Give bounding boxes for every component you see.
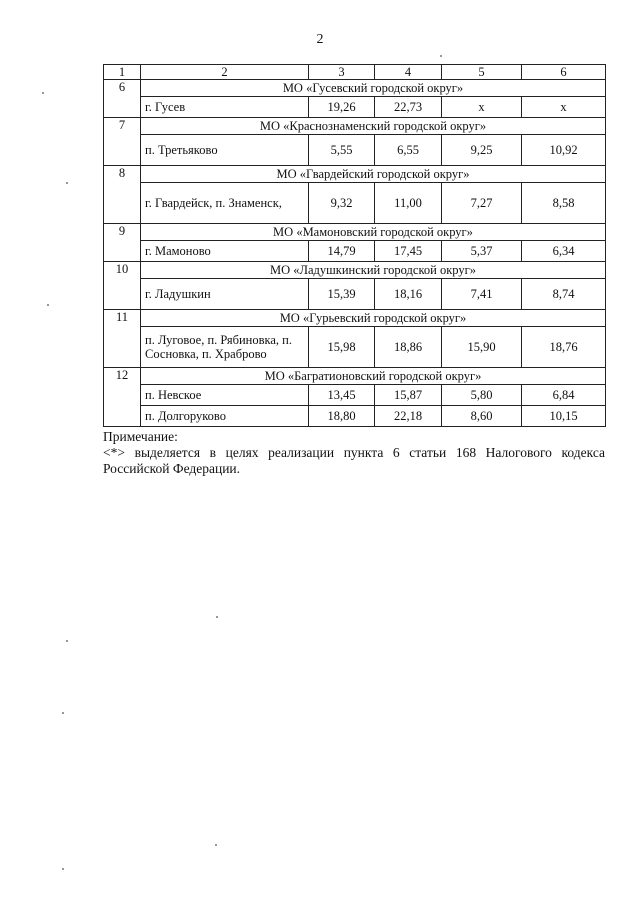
note-title: Примечание: (103, 429, 178, 444)
group-header-row (104, 118, 606, 135)
tariff-table (103, 64, 606, 427)
group-number: 6 (104, 80, 141, 118)
municipality-name: МО «Гурьевский городской округ» (141, 310, 606, 327)
value-cell: 18,16 (375, 279, 442, 310)
value-cell: 9,25 (442, 135, 522, 166)
header-row (104, 65, 606, 80)
value-cell: 8,74 (522, 279, 606, 310)
locality-cell: г. Мамоново (141, 241, 309, 262)
group-header-row (104, 262, 606, 279)
value-cell: 22,73 (375, 97, 442, 118)
group-number: 10 (104, 262, 141, 310)
value-cell: 8,60 (442, 406, 522, 427)
table-row (104, 279, 606, 310)
header-cell: 6 (522, 65, 606, 80)
value-cell: 6,34 (522, 241, 606, 262)
value-cell: 19,26 (309, 97, 375, 118)
value-cell: 15,98 (309, 327, 375, 368)
value-cell: 15,87 (375, 385, 442, 406)
value-cell: 10,15 (522, 406, 606, 427)
value-cell: 15,39 (309, 279, 375, 310)
locality-cell: п. Луговое, п. Рябиновка, п. Сосновка, п. Храброво (141, 327, 309, 368)
municipality-name: МО «Краснознаменский городской округ» (141, 118, 606, 135)
scan-speck (66, 640, 68, 642)
value-cell: 22,18 (375, 406, 442, 427)
locality-cell: п. Долгоруково (141, 406, 309, 427)
scan-speck (62, 868, 64, 870)
group-header-row (104, 368, 606, 385)
header-cell: 4 (375, 65, 442, 80)
scan-speck (62, 712, 64, 714)
municipality-name: МО «Багратионовский городской округ» (141, 368, 606, 385)
value-cell: 7,41 (442, 279, 522, 310)
scan-speck (66, 182, 68, 184)
value-cell: 5,80 (442, 385, 522, 406)
group-header-row (104, 224, 606, 241)
group-header-row (104, 166, 606, 183)
page-number: 2 (316, 32, 324, 47)
value-cell: 18,76 (522, 327, 606, 368)
value-cell: 5,55 (309, 135, 375, 166)
value-cell: 18,80 (309, 406, 375, 427)
group-number: 9 (104, 224, 141, 262)
value-cell: 11,00 (375, 183, 442, 224)
municipality-name: МО «Мамоновский городской округ» (141, 224, 606, 241)
value-cell: 5,37 (442, 241, 522, 262)
municipality-name: МО «Гусевский городской округ» (141, 80, 606, 97)
value-cell: х (522, 97, 606, 118)
value-cell: 17,45 (375, 241, 442, 262)
header-cell: 1 (104, 65, 141, 80)
locality-cell: г. Гвардейск, п. Знаменск, (141, 183, 309, 224)
value-cell: 6,55 (375, 135, 442, 166)
table-row (104, 135, 606, 166)
scan-speck (42, 92, 44, 94)
scan-speck (216, 616, 218, 618)
municipality-name: МО «Гвардейский городской округ» (141, 166, 606, 183)
value-cell: 13,45 (309, 385, 375, 406)
header-cell: 2 (141, 65, 309, 80)
group-number: 8 (104, 166, 141, 224)
table-row (104, 406, 606, 427)
note-text: <*> выделяется в целях реализации пункта 6 статьи 168 Налогового кодекса Российской Федерации. (103, 445, 605, 476)
value-cell: 9,32 (309, 183, 375, 224)
group-number: 11 (104, 310, 141, 368)
value-cell: 18,86 (375, 327, 442, 368)
group-header-row (104, 80, 606, 97)
header-cell: 5 (442, 65, 522, 80)
table-row (104, 183, 606, 224)
scan-speck (47, 304, 49, 306)
municipality-name: МО «Ладушкинский городской округ» (141, 262, 606, 279)
table-row (104, 241, 606, 262)
locality-cell: г. Гусев (141, 97, 309, 118)
value-cell: 10,92 (522, 135, 606, 166)
value-cell: 6,84 (522, 385, 606, 406)
locality-cell: г. Ладушкин (141, 279, 309, 310)
table-row (104, 385, 606, 406)
locality-cell: п. Третьяково (141, 135, 309, 166)
group-header-row (104, 310, 606, 327)
locality-cell: п. Невское (141, 385, 309, 406)
header-cell: 3 (309, 65, 375, 80)
scan-speck (215, 844, 217, 846)
value-cell: х (442, 97, 522, 118)
value-cell: 14,79 (309, 241, 375, 262)
value-cell: 7,27 (442, 183, 522, 224)
table-row (104, 97, 606, 118)
scan-speck (440, 55, 442, 57)
value-cell: 8,58 (522, 183, 606, 224)
value-cell: 15,90 (442, 327, 522, 368)
group-number: 7 (104, 118, 141, 166)
table-row (104, 327, 606, 368)
footnote (103, 429, 605, 477)
group-number: 12 (104, 368, 141, 427)
